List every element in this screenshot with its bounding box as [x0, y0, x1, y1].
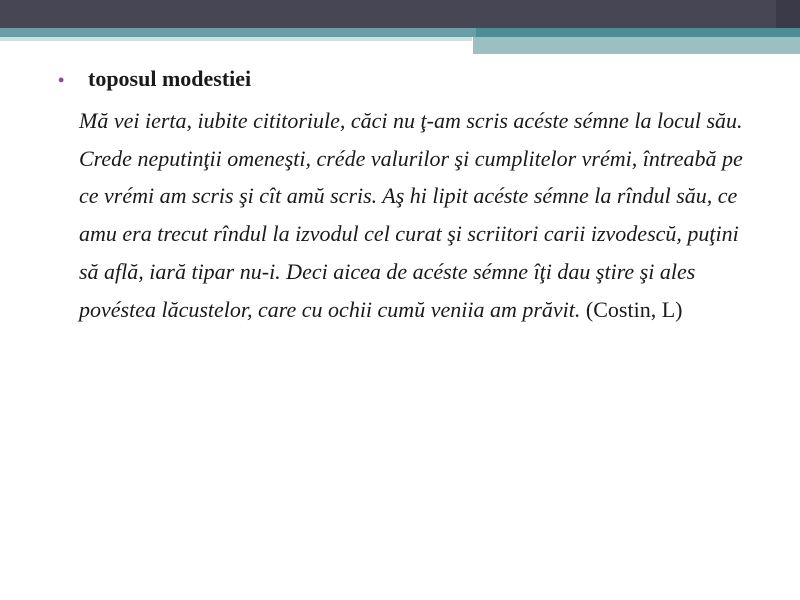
slide-content	[58, 63, 758, 328]
header-teal-block	[473, 37, 800, 54]
bullet-item	[58, 63, 758, 96]
header-dark-band	[0, 0, 800, 28]
quote-citation: (Costin, L)	[585, 296, 683, 322]
quote-block	[79, 102, 759, 328]
header-teal-stripe-left	[0, 28, 476, 37]
header-dark-band-accent	[776, 0, 800, 28]
header-light-strip	[0, 37, 472, 41]
bullet-icon: •	[58, 70, 65, 90]
bullet-heading: toposul modestiei	[88, 66, 252, 91]
quote-text: Mă vei ierta, iubite cititoriule, căci nu ţ-am scris acéste sémne la locul său. Crede neputinţii omeneşti, créde valurilor şi cumplitelor vrémi, întreabă pe ce vrémi am scris şi cît amŭ scris. Aş hi lipit acéste sémne la rîndul său, ce amu era trecut rîndul la izvodul cel curat şi scriitori carii izvodescŭ, puţini să află, iară tipar nu-i. Deci aicea de acéste sémne îţi dau ştire şi ales povéstea lăcustelor, care cu ochii cumŭ veniia am prăvit.	[79, 108, 743, 322]
